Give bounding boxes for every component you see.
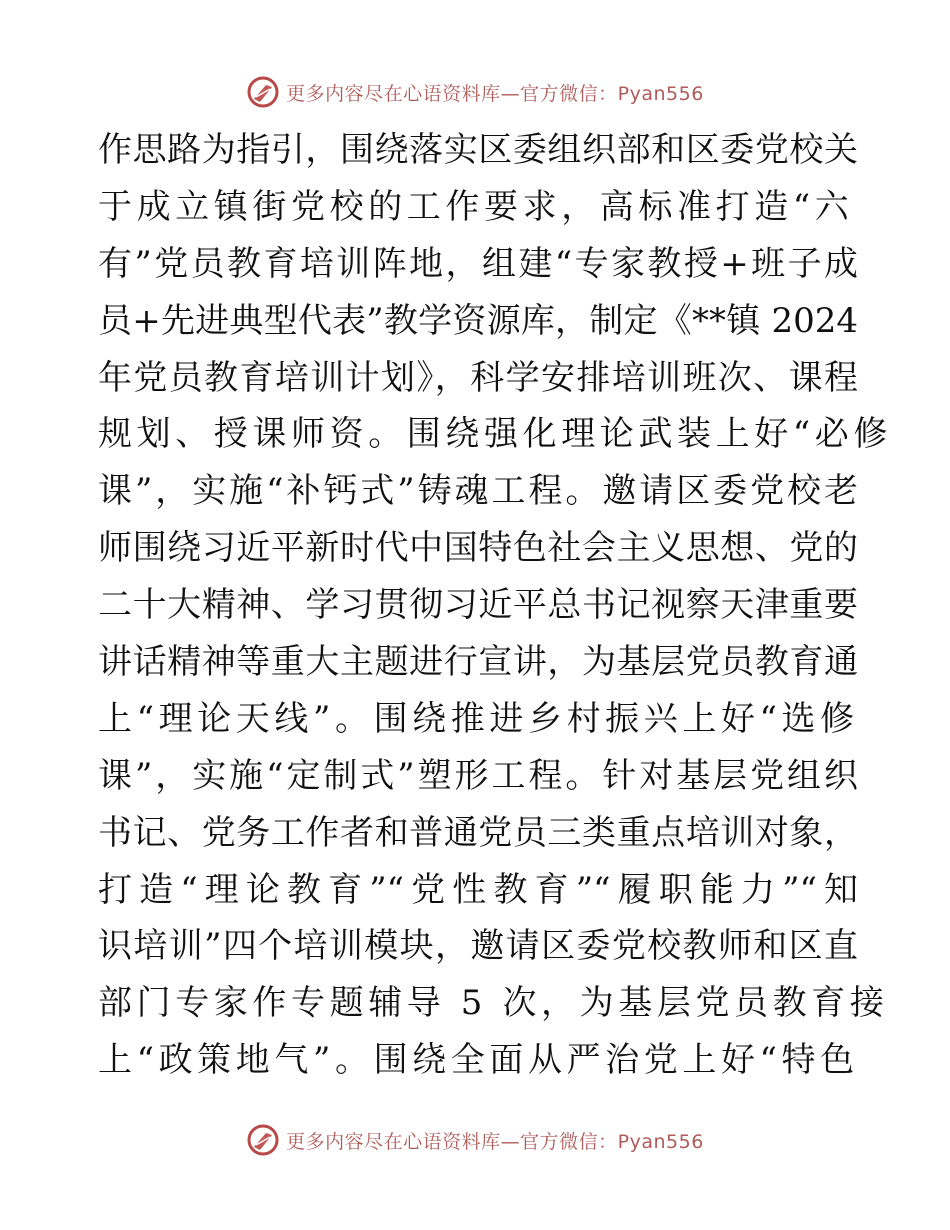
text-line: 二十大精神、学习贯彻习近平总书记视察天津重要 (98, 585, 858, 626)
text-line: 上“理论天线”。围绕推进乡村振兴上好“选修 (98, 698, 859, 739)
text-line: 讲话精神等重大主题进行宣讲，为基层党员教育通 (98, 642, 858, 683)
text-line: 上“政策地气”。围绕全面从严治党上好“特色 (98, 1040, 859, 1081)
text-line: 部门专家作专题辅导 5 次，为基层党员教育接 (98, 983, 889, 1024)
text-line: 书记、党务工作者和普通党员三类重点培训对象， (98, 812, 858, 853)
text-line: 课”，实施“定制式”塑形工程。针对基层党组织 (98, 755, 858, 796)
watermark-text: 更多内容尽在心语资料库—官方微信：Pyan556 (286, 1130, 704, 1153)
text-line: 师围绕习近平新时代中国特色社会主义思想、党的 (98, 528, 858, 569)
seal-logo-icon (246, 1123, 280, 1157)
header-watermark (0, 72, 950, 112)
watermark-text: 更多内容尽在心语资料库—官方微信：Pyan556 (286, 82, 704, 105)
text-line: 有”党员教育培训阵地，组建“专家教授+班子成 (98, 243, 858, 284)
text-line: 识培训”四个培训模块，邀请区委党校教师和区直 (98, 926, 858, 967)
text-line: 员+先进典型代表”教学资源库，制定《**镇 2024 (98, 300, 858, 341)
text-line: 年党员教育培训计划》，科学安排培训班次、课程 (98, 357, 858, 398)
seal-logo-icon (246, 75, 280, 109)
document-body (98, 122, 892, 1089)
text-line: 规划、授课师资。围绕强化理论武装上好“必修 (98, 414, 892, 455)
text-line: 于成立镇街党校的工作要求，高标准打造“六 (98, 186, 854, 227)
text-line: 打造“理论教育”“党性教育”“履职能力”“知 (98, 869, 858, 910)
text-line: 课”，实施“补钙式”铸魂工程。邀请区委党校老 (98, 471, 858, 512)
text-line: 作思路为指引，围绕落实区委组织部和区委党校关 (98, 130, 858, 170)
footer-watermark (0, 1120, 950, 1160)
